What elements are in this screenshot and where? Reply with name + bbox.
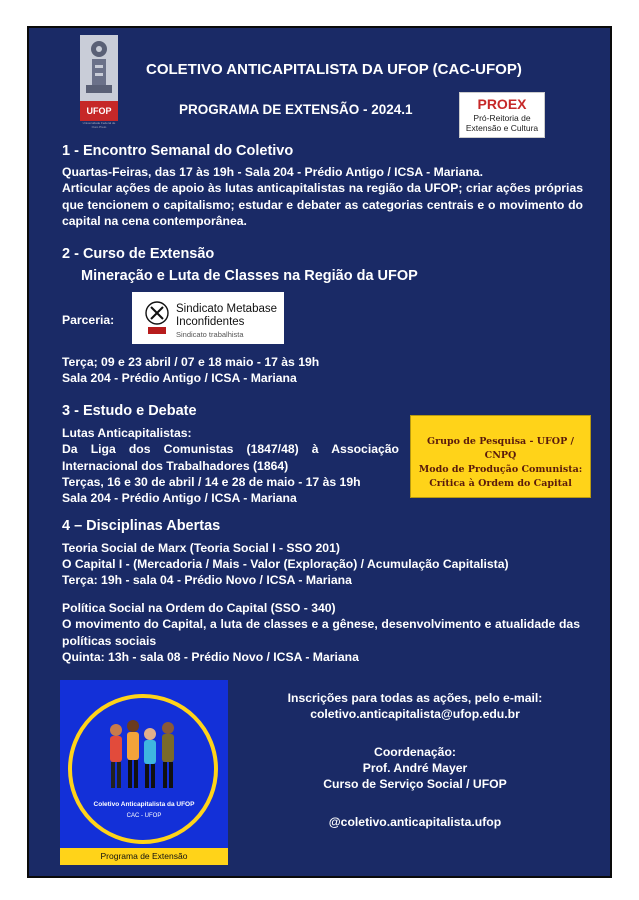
section1-text: Articular ações de apoio às lutas anticapitalistas na região da UFOP; criar ações próprias que tencionem o capitalismo; estudar e debater as categorias centrais e o movimento do capital na cena contemporânea. xyxy=(62,181,583,228)
cac-name: Coletivo Anticapitalista da UFOP xyxy=(93,801,195,808)
research-group-line1: Grupo de Pesquisa - UFOP / CNPQ xyxy=(426,436,575,461)
sindicato-name-1: Sindicato Metabase xyxy=(176,303,278,315)
section3-heading: 3 - Estudo e Debate xyxy=(62,403,197,419)
ufop-logo xyxy=(80,35,118,133)
research-group-line2: Modo de Produção Comunista: xyxy=(418,464,583,475)
proex-sub-2: Extensão e Cultura xyxy=(465,123,539,133)
partner-label: Parceria: xyxy=(62,313,115,327)
sindicato-logo xyxy=(132,292,284,344)
section1-heading: 1 - Encontro Semanal do Coletivo xyxy=(62,143,294,159)
section3-line1: Lutas Anticapitalistas: xyxy=(62,426,192,440)
discipline1-line2: O Capital I - (Mercadoria / Mais - Valor (Exploração) / Acumulação Capitalista) xyxy=(62,557,509,571)
sindicato-name-2: Inconfidentes xyxy=(176,316,245,328)
instagram-handle[interactable]: @coletivo.anticapitalista.ufop xyxy=(328,815,502,829)
discipline2-line1: Política Social na Ordem do Capital (SSO - 340) xyxy=(62,601,336,615)
section2-line1: Terça; 09 e 23 abril / 07 e 18 maio - 17 às 19h xyxy=(62,355,320,369)
inscricoes-text: Inscrições para todas as ações, pelo e-mail: xyxy=(287,691,543,705)
research-group-box xyxy=(410,415,591,498)
section3-line4: Sala 204 - Prédio Antigo / ICSA - Mariana xyxy=(62,491,297,505)
discipline1-line1: Teoria Social de Marx (Teoria Social I - SSO 201) xyxy=(62,541,340,555)
section4-heading: 4 – Disciplinas Abertas xyxy=(62,518,221,534)
sindicato-emblem-icon xyxy=(142,300,172,336)
proex-logo xyxy=(459,92,545,138)
cac-subtitle: CAC - UFOP xyxy=(126,813,162,819)
ufop-subtitle: Universidade Federal de Ouro Preto xyxy=(82,121,116,129)
proex-name: PROEX xyxy=(477,96,527,112)
page-title: COLETIVO ANTICAPITALISTA DA UFOP (CAC-UFOP) xyxy=(146,61,522,78)
cac-logo xyxy=(60,680,228,865)
ufop-emblem-icon xyxy=(80,35,118,101)
ufop-label: UFOP xyxy=(80,101,118,121)
research-group-line3: Crítica à Ordem do Capital xyxy=(429,478,572,489)
coord-course: Curso de Serviço Social / UFOP xyxy=(323,777,507,791)
section2-line2: Sala 204 - Prédio Antigo / ICSA - Mariana xyxy=(62,371,297,385)
proex-sub-1: Pró-Reitoria de xyxy=(473,113,531,123)
section1-line1: Quartas-Feiras, das 17 às 19h - Sala 204 - Prédio Antigo / ICSA - Mariana. xyxy=(62,165,484,179)
email-link[interactable]: coletivo.anticapitalista@ufop.edu.br xyxy=(310,707,520,721)
cac-band: Programa de Extensão xyxy=(60,848,228,865)
sindicato-subtitle: Sindicato trabalhista xyxy=(176,330,244,339)
section2-heading: 2 - Curso de Extensão xyxy=(62,246,215,262)
people-icon xyxy=(106,716,182,792)
discipline2-line3: Quinta: 13h - sala 08 - Prédio Novo / ICSA - Mariana xyxy=(62,650,359,664)
section3-line3: Terças, 16 e 30 de abril / 14 e 28 de maio - 17 às 19h xyxy=(62,475,361,489)
section2-subheading: Mineração e Luta de Classes na Região da UFOP xyxy=(81,268,418,284)
program-title: PROGRAMA DE EXTENSÃO - 2024.1 xyxy=(179,102,413,117)
discipline2-line2: O movimento do Capital, a luta de classes e a gênese, desenvolvimento e atualidade das políticas sociais xyxy=(62,617,580,648)
discipline1-line3: Terça: 19h - sala 04 - Prédio Novo / ICSA - Mariana xyxy=(62,573,352,587)
section3-line2: Da Liga dos Comunistas (1847/48) à Associação Internacional dos Trabalhadores (1864) xyxy=(62,442,399,473)
coord-name: Prof. André Mayer xyxy=(362,761,468,775)
coord-label: Coordenação: xyxy=(374,745,456,759)
